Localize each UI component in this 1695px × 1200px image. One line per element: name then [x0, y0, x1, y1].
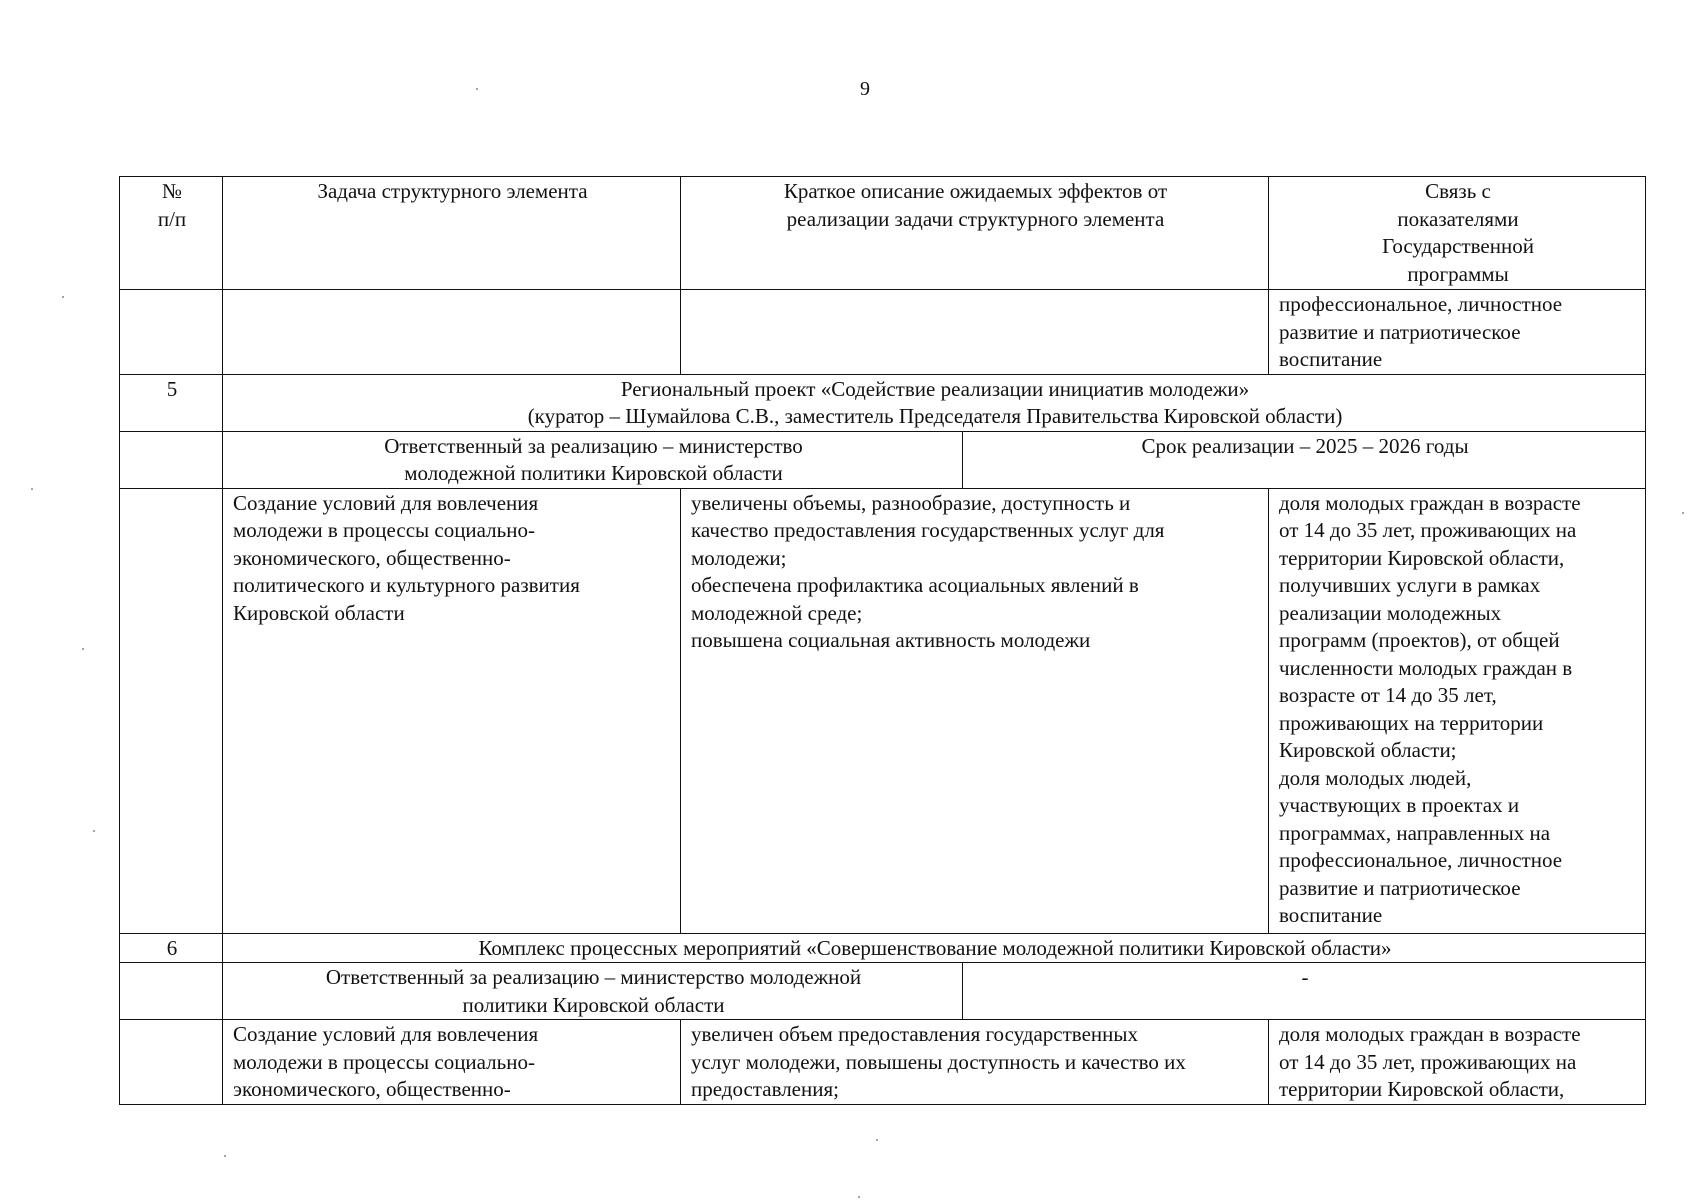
scan-speck	[31, 488, 33, 490]
section6-title-row	[120, 933, 1646, 963]
section5-effects: увеличены объемы, разнообразие, доступность и качество предоставления государственных услуг для молодежи; обеспечена профилактика асоциальных явлений в молодежной среде; повышена социальная активность молодежи	[681, 488, 1269, 933]
header-effects: Краткое описание ожидаемых эффектов от реализации задачи структурного элемента	[681, 177, 1269, 290]
header-link: Связь с показателями Государственной программы	[1269, 177, 1646, 290]
section5-title-row	[120, 374, 1646, 431]
section6-empty-num	[120, 963, 223, 1020]
section5-title-line1: Региональный проект «Содействие реализации инициатив молодежи»	[620, 376, 1250, 401]
scan-speck	[476, 88, 478, 90]
section6-responsible-row	[120, 963, 1646, 1020]
section6-period: -	[963, 963, 1646, 1020]
scan-speck	[224, 1155, 226, 1157]
section6-effects: увеличен объем предоставления государственных услуг молодежи, повышены доступность и качество их предоставления;	[681, 1020, 1269, 1105]
section6-task-num	[120, 1020, 223, 1105]
continued-link-cell: профессиональное, личностное развитие и патриотическое воспитание	[1269, 290, 1646, 375]
section5-period: Срок реализации – 2025 – 2026 годы	[963, 431, 1646, 488]
scan-speck	[62, 296, 64, 298]
table-header-row	[120, 177, 1646, 290]
section6-task-row	[120, 1020, 1646, 1105]
scan-speck	[82, 648, 84, 650]
section5-task-num	[120, 488, 223, 933]
section6-link: доля молодых граждан в возрасте от 14 до 35 лет, проживающих на территории Кировской области,	[1269, 1020, 1646, 1105]
section5-responsible-row	[120, 431, 1646, 488]
header-num: № п/п	[120, 177, 223, 290]
section6-title: Комплекс процессных мероприятий «Совершенствование молодежной политики Кировской области»	[223, 933, 1646, 963]
section6-responsible: Ответственный за реализацию – министерство молодежной политики Кировской области	[223, 963, 963, 1020]
section6-num: 6	[120, 933, 223, 963]
scan-speck	[858, 1196, 860, 1198]
section5-link: доля молодых граждан в возрасте от 14 до 35 лет, проживающих на территории Кировской области, получивших услуги в рамках реализации молодежных программ (проектов), от общей численности молодых граждан в возрасте от 14 до 35 лет, проживающих на территории Кировской области; доля молодых людей, участвующих в проектах и программах, направленных на профессиональное, личностное развитие и патриотическое воспитание	[1269, 488, 1646, 933]
section5-title	[223, 374, 1646, 431]
scan-speck	[876, 1139, 878, 1141]
section5-title-line2: (куратор – Шумайлова С.В., заместитель Председателя Правительства Кировской области)	[527, 404, 1343, 428]
section6-task: Создание условий для вовлечения молодежи в процессы социально- экономического, общественно-	[223, 1020, 681, 1105]
section5-task-row	[120, 488, 1646, 933]
scan-speck	[93, 830, 95, 832]
structural-elements-table	[119, 176, 1646, 1105]
continued-task-cell	[223, 290, 681, 375]
section5-task: Создание условий для вовлечения молодежи в процессы социально- экономического, общественно- политического и культурного развития Кировской области	[223, 488, 681, 933]
continued-num-cell	[120, 290, 223, 375]
header-task: Задача структурного элемента	[223, 177, 681, 290]
scan-speck	[1682, 512, 1684, 514]
section5-responsible: Ответственный за реализацию – министерство молодежной политики Кировской области	[223, 431, 963, 488]
section5-empty-num	[120, 431, 223, 488]
section5-num: 5	[120, 374, 223, 431]
table-row-continued	[120, 290, 1646, 375]
continued-effects-cell	[681, 290, 1269, 375]
page-number: 9	[860, 78, 870, 100]
